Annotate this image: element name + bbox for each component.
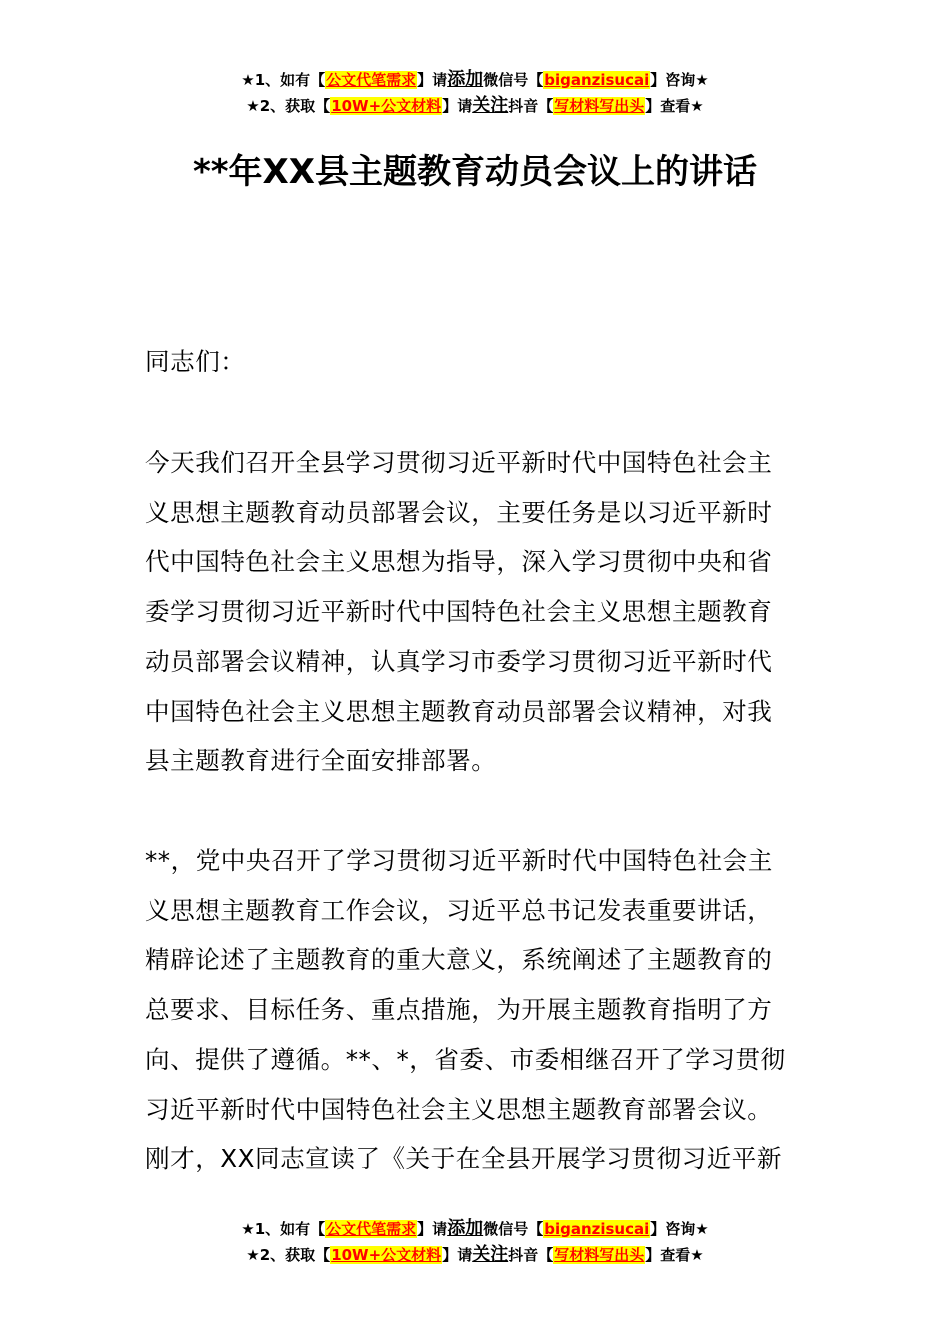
promo-text: 】咨询★ [650,71,709,89]
promo-emphasis: 关注 [472,1244,509,1265]
paragraph-line: **，党中央召开了学习贯彻习近平新时代中国特色社会主 [145,846,773,875]
promo-highlight: 写材料写出头 [554,97,645,115]
promo-text: 】请 [417,71,448,89]
paragraph-line: 中国特色社会主义思想主题教育动员部署会议精神，对我 [145,696,773,726]
promo-highlight: biganzisucai [544,71,650,89]
promo-text: 】查看★ [645,97,704,115]
paragraph-2 [145,836,807,1184]
paragraph-line: 今天我们召开全县学习贯彻习近平新时代中国特色社会主 [145,448,773,477]
bottom-promo-banner [0,1216,950,1268]
paragraph-line: 义思想主题教育工作会议，习近平总书记发表重要讲话， [145,895,773,925]
paragraph-line: 向、提供了遵循。**、*，省委、市委相继召开了学习贯彻 [145,1044,786,1074]
promo-emphasis: 添加 [447,1218,484,1239]
promo-text: 】咨询★ [650,1220,709,1238]
promo-text: 】查看★ [645,1246,704,1264]
promo-text: ★1、如有【 [241,71,326,89]
promo-text: 微信号【 [483,1220,544,1238]
paragraph-line: 县主题教育进行全面安排部署。 [145,746,497,776]
promo-text: 微信号【 [483,71,544,89]
promo-text: ★2、获取【 [246,1246,331,1264]
paragraph-line: 动员部署会议精神，认真学习市委学习贯彻习近平新时代 [145,646,773,676]
promo-text: 】请 [417,1220,448,1238]
salutation-text: 同志们： [145,347,246,376]
paragraph-line: 委学习贯彻习近平新时代中国特色社会主义思想主题教育 [145,597,773,627]
promo-line-1 [0,67,950,93]
paragraph-line: 义思想主题教育动员部署会议，主要任务是以习近平新时 [145,497,773,527]
promo-highlight: 写材料写出头 [554,1246,645,1264]
promo-emphasis: 添加 [447,69,484,90]
promo-highlight: 公文代笔需求 [326,71,417,89]
paragraph-line: 总要求、目标任务、重点措施，为开展主题教育指明了方 [145,995,773,1025]
promo-line-2 [0,1242,950,1268]
promo-text: 抖音【 [508,97,554,115]
promo-highlight: biganzisucai [544,1220,650,1238]
top-promo-banner [0,67,950,119]
promo-highlight: 10W+公文材料 [331,1246,442,1264]
document-title: **年XX县主题教育动员会议上的讲话 [193,152,757,192]
promo-emphasis: 关注 [472,95,509,116]
paragraph-1 [145,438,807,786]
salutation [145,337,807,387]
promo-text: 抖音【 [508,1246,554,1264]
promo-text: ★1、如有【 [241,1220,326,1238]
paragraph-line: 习近平新时代中国特色社会主义思想主题教育部署会议。 [145,1094,773,1124]
promo-highlight: 10W+公文材料 [331,97,442,115]
promo-line-2 [0,93,950,119]
promo-text: 】请 [442,97,473,115]
paragraph-line: 代中国特色社会主义思想为指导，深入学习贯彻中央和省 [145,547,773,577]
paragraph-line: 精辟论述了主题教育的重大意义，系统阐述了主题教育的 [145,945,773,975]
promo-text: ★2、获取【 [246,97,331,115]
promo-line-1 [0,1216,950,1242]
promo-text: 】请 [442,1246,473,1264]
paragraph-line: 刚才，XX同志宣读了《关于在全县开展学习贯彻习近平新 [145,1144,782,1174]
promo-highlight: 公文代笔需求 [326,1220,417,1238]
